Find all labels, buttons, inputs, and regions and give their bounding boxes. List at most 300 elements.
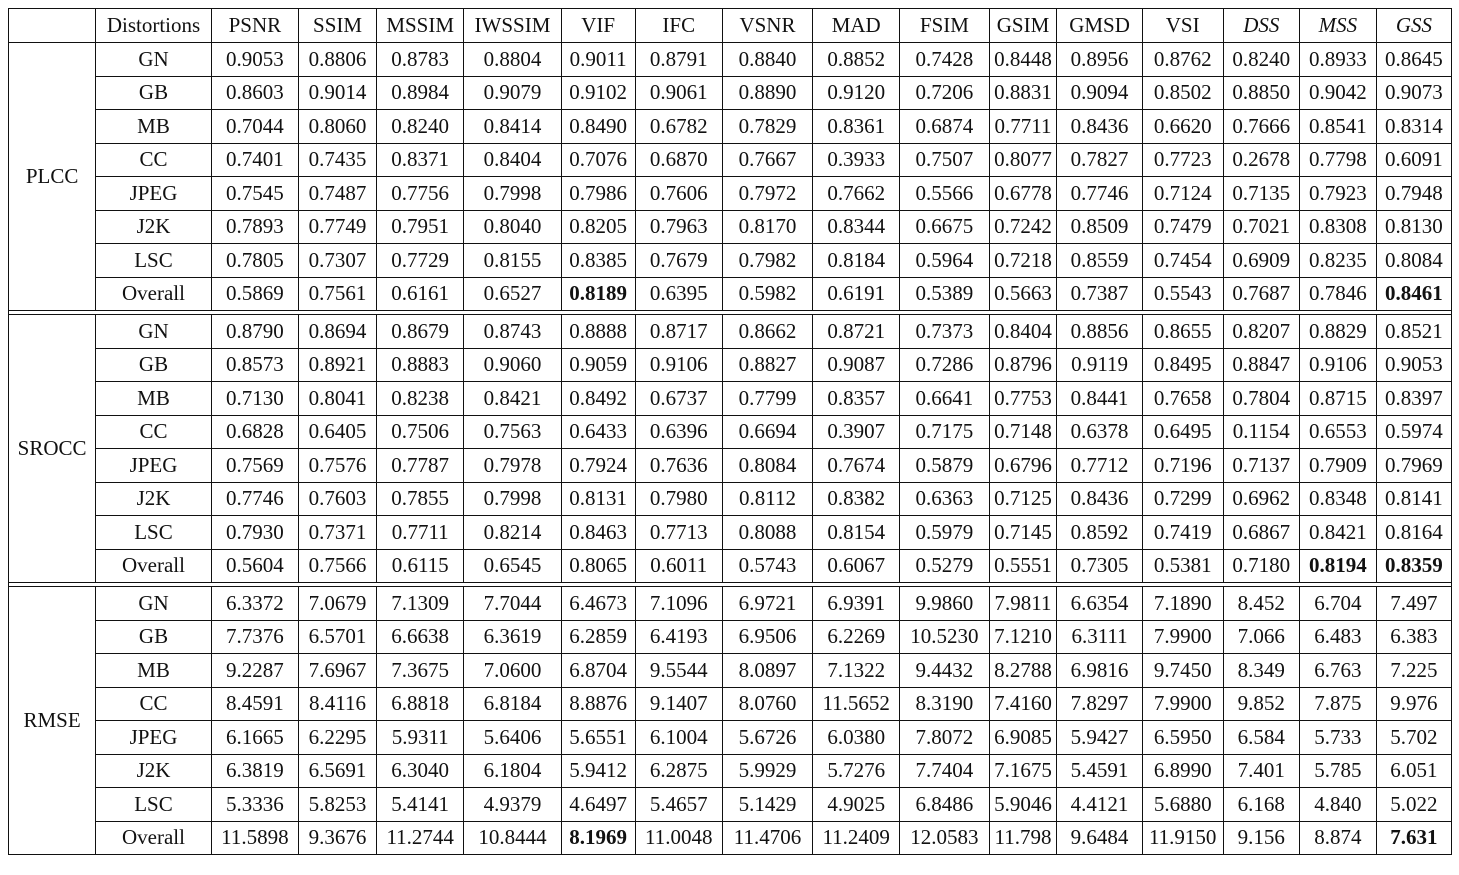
value-cell: 0.8840 [722, 43, 812, 77]
value-cell: 0.5743 [722, 549, 812, 583]
value-cell: 0.8155 [464, 244, 561, 278]
value-cell: 5.9046 [989, 788, 1057, 822]
value-cell: 0.8344 [813, 210, 900, 244]
value-cell: 6.2269 [813, 620, 900, 654]
value-cell: 0.8933 [1299, 43, 1376, 77]
value-cell: 0.8804 [464, 43, 561, 77]
value-cell: 7.4160 [989, 687, 1057, 721]
value-cell: 5.3336 [211, 788, 298, 822]
value-cell: 0.7923 [1299, 177, 1376, 211]
value-cell: 6.6638 [377, 620, 464, 654]
value-cell: 0.7711 [377, 516, 464, 550]
distortion-label: GN [96, 43, 212, 77]
value-cell: 0.8436 [1057, 482, 1142, 516]
value-cell: 6.2875 [635, 754, 722, 788]
value-cell: 0.7286 [900, 348, 989, 382]
distortion-label: J2K [96, 210, 212, 244]
table-row [9, 587, 1452, 621]
value-cell: 0.8645 [1376, 43, 1451, 77]
value-cell: 5.6406 [464, 721, 561, 755]
value-cell: 4.9379 [464, 788, 561, 822]
value-cell: 0.8715 [1299, 382, 1376, 416]
value-cell: 7.8297 [1057, 687, 1142, 721]
metric-header-vsnr: VSNR [722, 9, 812, 43]
value-cell: 6.8990 [1142, 754, 1223, 788]
value-cell: 4.6497 [561, 788, 635, 822]
value-cell: 0.5979 [900, 516, 989, 550]
value-cell: 0.8448 [989, 43, 1057, 77]
distortion-label: LSC [96, 244, 212, 278]
value-cell: 0.6091 [1376, 143, 1451, 177]
value-cell: 0.8850 [1223, 76, 1299, 110]
value-cell: 0.7746 [211, 482, 298, 516]
value-cell: 8.0760 [722, 687, 812, 721]
distortions-header: Distortions [96, 9, 212, 43]
value-cell: 11.5898 [211, 821, 298, 855]
value-cell: 0.9014 [299, 76, 377, 110]
value-cell: 0.8490 [561, 110, 635, 144]
value-cell: 0.2678 [1223, 143, 1299, 177]
value-cell: 7.066 [1223, 620, 1299, 654]
table-row [9, 43, 1452, 77]
value-cell: 0.7242 [989, 210, 1057, 244]
value-cell: 6.6354 [1057, 587, 1142, 621]
value-cell: 9.9860 [900, 587, 989, 621]
value-cell: 0.5604 [211, 549, 298, 583]
value-cell: 8.4116 [299, 687, 377, 721]
value-cell: 0.7666 [1223, 110, 1299, 144]
value-cell: 0.7804 [1223, 382, 1299, 416]
value-cell: 0.8984 [377, 76, 464, 110]
value-cell: 0.8847 [1223, 348, 1299, 382]
value-cell: 6.8818 [377, 687, 464, 721]
value-cell: 0.7713 [635, 516, 722, 550]
table-row [9, 415, 1452, 449]
value-cell: 0.6191 [813, 277, 900, 311]
value-cell: 0.7307 [299, 244, 377, 278]
value-cell: 0.7805 [211, 244, 298, 278]
value-cell: 0.8791 [635, 43, 722, 77]
distortion-label: Overall [96, 549, 212, 583]
value-cell: 12.0583 [900, 821, 989, 855]
value-cell: 0.6378 [1057, 415, 1142, 449]
value-cell: 6.9816 [1057, 654, 1142, 688]
value-cell: 5.9929 [722, 754, 812, 788]
value-cell: 0.9087 [813, 348, 900, 382]
value-cell: 0.7667 [722, 143, 812, 177]
value-cell: 0.7507 [900, 143, 989, 177]
value-cell: 6.2859 [561, 620, 635, 654]
value-cell: 0.8414 [464, 110, 561, 144]
table-row [9, 516, 1452, 550]
value-cell: 0.7044 [211, 110, 298, 144]
value-cell: 7.631 [1376, 821, 1451, 855]
value-cell: 6.8486 [900, 788, 989, 822]
header-row [9, 9, 1452, 43]
value-cell: 7.875 [1299, 687, 1376, 721]
value-cell: 0.9106 [1299, 348, 1376, 382]
value-cell: 0.8883 [377, 348, 464, 382]
value-cell: 0.7606 [635, 177, 722, 211]
value-cell: 0.5381 [1142, 549, 1223, 583]
value-cell: 0.7218 [989, 244, 1057, 278]
value-cell: 6.5691 [299, 754, 377, 788]
value-cell: 0.8492 [561, 382, 635, 416]
value-cell: 6.051 [1376, 754, 1451, 788]
metric-header-vif: VIF [561, 9, 635, 43]
value-cell: 0.9079 [464, 76, 561, 110]
value-cell: 7.0600 [464, 654, 561, 688]
value-cell: 0.8856 [1057, 315, 1142, 349]
value-cell: 0.7662 [813, 177, 900, 211]
value-cell: 0.7998 [464, 177, 561, 211]
value-cell: 8.2788 [989, 654, 1057, 688]
value-cell: 0.7636 [635, 449, 722, 483]
value-cell: 0.8502 [1142, 76, 1223, 110]
value-cell: 0.6011 [635, 549, 722, 583]
distortion-label: JPEG [96, 177, 212, 211]
value-cell: 0.6115 [377, 549, 464, 583]
results-table [8, 8, 1452, 855]
value-cell: 0.8348 [1299, 482, 1376, 516]
value-cell: 0.3933 [813, 143, 900, 177]
value-cell: 0.6395 [635, 277, 722, 311]
value-cell: 0.8829 [1299, 315, 1376, 349]
table-row [9, 687, 1452, 721]
value-cell: 0.8397 [1376, 382, 1451, 416]
value-cell: 0.8088 [722, 516, 812, 550]
value-cell: 0.5663 [989, 277, 1057, 311]
metric-header-dss: DSS [1223, 9, 1299, 43]
value-cell: 0.8235 [1299, 244, 1376, 278]
value-cell: 6.763 [1299, 654, 1376, 688]
value-cell: 0.8382 [813, 482, 900, 516]
value-cell: 7.497 [1376, 587, 1451, 621]
value-cell: 0.8084 [722, 449, 812, 483]
distortion-label: LSC [96, 516, 212, 550]
value-cell: 0.8852 [813, 43, 900, 77]
value-cell: 0.8521 [1376, 315, 1451, 349]
value-cell: 0.8371 [377, 143, 464, 177]
value-cell: 6.5950 [1142, 721, 1223, 755]
value-cell: 0.8831 [989, 76, 1057, 110]
value-cell: 0.7711 [989, 110, 1057, 144]
value-cell: 5.733 [1299, 721, 1376, 755]
value-cell: 0.7756 [377, 177, 464, 211]
value-cell: 5.1429 [722, 788, 812, 822]
value-cell: 0.5566 [900, 177, 989, 211]
value-cell: 0.7180 [1223, 549, 1299, 583]
metric-header-gmsd: GMSD [1057, 9, 1142, 43]
value-cell: 5.7276 [813, 754, 900, 788]
value-cell: 9.5544 [635, 654, 722, 688]
table-row [9, 110, 1452, 144]
value-cell: 8.1969 [561, 821, 635, 855]
value-cell: 0.7787 [377, 449, 464, 483]
value-cell: 0.9120 [813, 76, 900, 110]
value-cell: 6.0380 [813, 721, 900, 755]
value-cell: 0.6796 [989, 449, 1057, 483]
value-cell: 5.022 [1376, 788, 1451, 822]
value-cell: 0.7196 [1142, 449, 1223, 483]
value-cell: 0.7566 [299, 549, 377, 583]
value-cell: 0.7373 [900, 315, 989, 349]
distortion-label: CC [96, 143, 212, 177]
metric-header-mssim: MSSIM [377, 9, 464, 43]
value-cell: 0.7951 [377, 210, 464, 244]
value-cell: 0.8559 [1057, 244, 1142, 278]
value-cell: 5.8253 [299, 788, 377, 822]
value-cell: 8.3190 [900, 687, 989, 721]
value-cell: 0.8170 [722, 210, 812, 244]
table-row [9, 143, 1452, 177]
value-cell: 0.8154 [813, 516, 900, 550]
metric-header-fsim: FSIM [900, 9, 989, 43]
value-cell: 0.8065 [561, 549, 635, 583]
value-cell: 0.6405 [299, 415, 377, 449]
value-cell: 5.9427 [1057, 721, 1142, 755]
value-cell: 5.9311 [377, 721, 464, 755]
value-cell: 7.1322 [813, 654, 900, 688]
value-cell: 10.5230 [900, 620, 989, 654]
group-label-plcc: PLCC [9, 43, 96, 311]
value-cell: 0.7969 [1376, 449, 1451, 483]
value-cell: 7.3675 [377, 654, 464, 688]
group-label-srocc: SROCC [9, 315, 96, 583]
value-cell: 0.7753 [989, 382, 1057, 416]
value-cell: 0.8463 [561, 516, 635, 550]
value-cell: 0.7487 [299, 177, 377, 211]
value-cell: 0.9102 [561, 76, 635, 110]
value-cell: 0.8743 [464, 315, 561, 349]
value-cell: 0.8240 [1223, 43, 1299, 77]
value-cell: 6.3111 [1057, 620, 1142, 654]
value-cell: 6.383 [1376, 620, 1451, 654]
value-cell: 7.401 [1223, 754, 1299, 788]
value-cell: 0.7909 [1299, 449, 1376, 483]
value-cell: 0.8461 [1376, 277, 1451, 311]
value-cell: 0.6828 [211, 415, 298, 449]
value-cell: 0.7855 [377, 482, 464, 516]
value-cell: 4.840 [1299, 788, 1376, 822]
value-cell: 0.8655 [1142, 315, 1223, 349]
value-cell: 9.7450 [1142, 654, 1223, 688]
value-cell: 11.2409 [813, 821, 900, 855]
value-cell: 0.6867 [1223, 516, 1299, 550]
value-cell: 6.4673 [561, 587, 635, 621]
value-cell: 0.7137 [1223, 449, 1299, 483]
metric-header-psnr: PSNR [211, 9, 298, 43]
value-cell: 0.7930 [211, 516, 298, 550]
value-cell: 11.4706 [722, 821, 812, 855]
value-cell: 0.7125 [989, 482, 1057, 516]
value-cell: 0.6067 [813, 549, 900, 583]
value-cell: 0.7130 [211, 382, 298, 416]
distortion-label: CC [96, 415, 212, 449]
value-cell: 0.8573 [211, 348, 298, 382]
value-cell: 6.2295 [299, 721, 377, 755]
value-cell: 0.6553 [1299, 415, 1376, 449]
value-cell: 0.7175 [900, 415, 989, 449]
distortion-label: GB [96, 620, 212, 654]
value-cell: 0.8717 [635, 315, 722, 349]
value-cell: 0.7687 [1223, 277, 1299, 311]
value-cell: 6.5701 [299, 620, 377, 654]
metric-header-mad: MAD [813, 9, 900, 43]
value-cell: 0.8796 [989, 348, 1057, 382]
value-cell: 0.7206 [900, 76, 989, 110]
value-cell: 0.8806 [299, 43, 377, 77]
value-cell: 6.168 [1223, 788, 1299, 822]
value-cell: 0.8238 [377, 382, 464, 416]
value-cell: 9.3676 [299, 821, 377, 855]
value-cell: 0.7124 [1142, 177, 1223, 211]
value-cell: 6.3372 [211, 587, 298, 621]
value-cell: 0.8762 [1142, 43, 1223, 77]
value-cell: 0.7986 [561, 177, 635, 211]
value-cell: 8.4591 [211, 687, 298, 721]
value-cell: 9.6484 [1057, 821, 1142, 855]
distortion-label: JPEG [96, 721, 212, 755]
value-cell: 0.8956 [1057, 43, 1142, 77]
value-cell: 6.584 [1223, 721, 1299, 755]
value-cell: 8.874 [1299, 821, 1376, 855]
value-cell: 0.7021 [1223, 210, 1299, 244]
value-cell: 0.5543 [1142, 277, 1223, 311]
value-cell: 0.7569 [211, 449, 298, 483]
value-cell: 6.1665 [211, 721, 298, 755]
value-cell: 0.7435 [299, 143, 377, 177]
table-row [9, 244, 1452, 278]
value-cell: 0.7948 [1376, 177, 1451, 211]
value-cell: 0.7076 [561, 143, 635, 177]
table-row [9, 348, 1452, 382]
value-cell: 0.7799 [722, 382, 812, 416]
distortion-label: GB [96, 348, 212, 382]
value-cell: 0.7148 [989, 415, 1057, 449]
value-cell: 0.8592 [1057, 516, 1142, 550]
value-cell: 0.5982 [722, 277, 812, 311]
distortion-label: J2K [96, 482, 212, 516]
table-row [9, 788, 1452, 822]
value-cell: 0.8084 [1376, 244, 1451, 278]
value-cell: 0.7749 [299, 210, 377, 244]
value-cell: 7.6967 [299, 654, 377, 688]
table-row [9, 821, 1452, 855]
value-cell: 6.483 [1299, 620, 1376, 654]
value-cell: 0.8385 [561, 244, 635, 278]
distortion-label: MB [96, 654, 212, 688]
distortion-label: MB [96, 110, 212, 144]
table-row [9, 177, 1452, 211]
distortion-label: GB [96, 76, 212, 110]
distortion-label: GN [96, 587, 212, 621]
value-cell: 0.9042 [1299, 76, 1376, 110]
table-row [9, 721, 1452, 755]
value-cell: 0.8164 [1376, 516, 1451, 550]
table-row [9, 449, 1452, 483]
value-cell: 6.704 [1299, 587, 1376, 621]
value-cell: 0.3907 [813, 415, 900, 449]
value-cell: 5.785 [1299, 754, 1376, 788]
value-cell: 0.5389 [900, 277, 989, 311]
value-cell: 0.7712 [1057, 449, 1142, 483]
value-cell: 0.5279 [900, 549, 989, 583]
value-cell: 0.7454 [1142, 244, 1223, 278]
value-cell: 0.7980 [635, 482, 722, 516]
value-cell: 0.8679 [377, 315, 464, 349]
value-cell: 7.7044 [464, 587, 561, 621]
value-cell: 0.8421 [1299, 516, 1376, 550]
value-cell: 0.7924 [561, 449, 635, 483]
value-cell: 6.3040 [377, 754, 464, 788]
value-cell: 5.6880 [1142, 788, 1223, 822]
value-cell: 0.7798 [1299, 143, 1376, 177]
distortion-label: LSC [96, 788, 212, 822]
value-cell: 7.1675 [989, 754, 1057, 788]
value-cell: 9.976 [1376, 687, 1451, 721]
table-row [9, 76, 1452, 110]
value-cell: 0.6641 [900, 382, 989, 416]
value-cell: 0.8921 [299, 348, 377, 382]
value-cell: 0.7827 [1057, 143, 1142, 177]
value-cell: 0.7893 [211, 210, 298, 244]
value-cell: 0.8189 [561, 277, 635, 311]
results-table-container [8, 8, 1452, 855]
value-cell: 4.4121 [1057, 788, 1142, 822]
value-cell: 0.8404 [989, 315, 1057, 349]
value-cell: 0.7371 [299, 516, 377, 550]
value-cell: 0.8308 [1299, 210, 1376, 244]
value-cell: 8.0897 [722, 654, 812, 688]
value-cell: 11.5652 [813, 687, 900, 721]
value-cell: 0.8509 [1057, 210, 1142, 244]
group-label-rmse: RMSE [9, 587, 96, 855]
value-cell: 7.9900 [1142, 687, 1223, 721]
value-cell: 0.7563 [464, 415, 561, 449]
table-row [9, 382, 1452, 416]
value-cell: 0.9053 [1376, 348, 1451, 382]
value-cell: 0.6495 [1142, 415, 1223, 449]
metric-header-ssim: SSIM [299, 9, 377, 43]
value-cell: 0.8207 [1223, 315, 1299, 349]
table-row [9, 620, 1452, 654]
value-cell: 6.3619 [464, 620, 561, 654]
value-cell: 0.6737 [635, 382, 722, 416]
value-cell: 11.798 [989, 821, 1057, 855]
value-cell: 5.702 [1376, 721, 1451, 755]
value-cell: 0.7998 [464, 482, 561, 516]
distortion-label: Overall [96, 821, 212, 855]
value-cell: 6.9506 [722, 620, 812, 654]
table-row [9, 210, 1452, 244]
value-cell: 0.8077 [989, 143, 1057, 177]
value-cell: 11.0048 [635, 821, 722, 855]
value-cell: 0.7729 [377, 244, 464, 278]
value-cell: 0.8888 [561, 315, 635, 349]
table-row [9, 315, 1452, 349]
value-cell: 0.8541 [1299, 110, 1376, 144]
value-cell: 0.8421 [464, 382, 561, 416]
metric-header-gsim: GSIM [989, 9, 1057, 43]
value-cell: 0.7972 [722, 177, 812, 211]
value-cell: 0.7603 [299, 482, 377, 516]
value-cell: 0.9061 [635, 76, 722, 110]
value-cell: 8.8876 [561, 687, 635, 721]
value-cell: 0.7658 [1142, 382, 1223, 416]
value-cell: 0.7982 [722, 244, 812, 278]
value-cell: 0.6161 [377, 277, 464, 311]
